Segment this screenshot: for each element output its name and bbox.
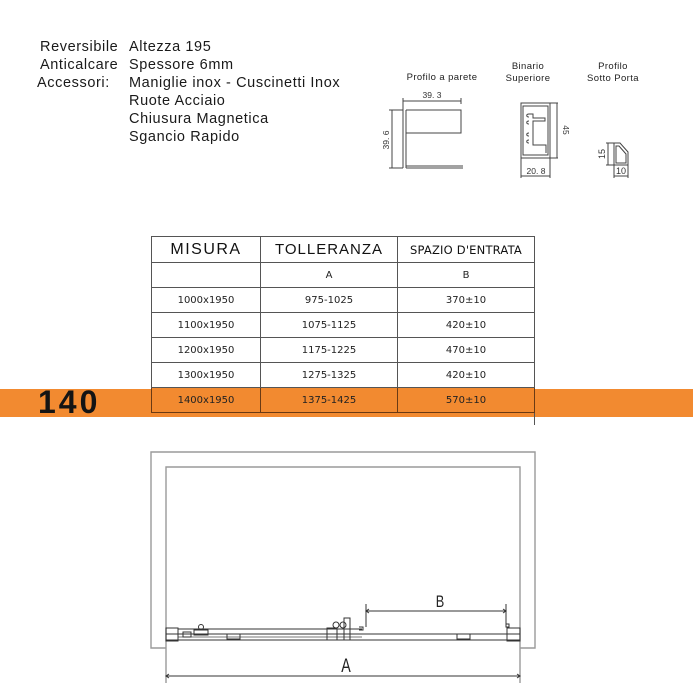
cell-spazio: 420±10 [398,313,535,338]
spec-value: Altezza 195 [129,39,212,55]
dimension-b-label: B [435,592,445,612]
spec-key: Anticalcare [40,57,119,73]
cell-tolleranza: 975-1025 [261,288,398,313]
cell-tolleranza: 1075-1125 [261,313,398,338]
dimension-a-label: A [341,655,351,677]
dim-10: 10 [615,166,627,176]
accessory-item: Ruote Acciaio [129,93,226,109]
header-tolleranza: TOLLERANZA [261,237,398,263]
dim-39-3: 39. 3 [422,90,442,100]
header-misura: MISURA [152,237,261,263]
cell-tolleranza: 1375-1425 [261,388,398,413]
cell-spazio: 470±10 [398,338,535,363]
dim-45: 45 [561,125,571,135]
spec-value: Spessore 6mm [129,57,234,73]
label-line: Profilo [598,61,628,72]
spec-key: Accessori: [37,75,110,91]
cell-misura: 1200x1950 [152,338,261,363]
cell-misura: 1300x1950 [152,363,261,388]
cell-spazio: 370±10 [398,288,535,313]
cell-misura: 1000x1950 [152,288,261,313]
cell-spazio: 420±10 [398,363,535,388]
cell-spazio: 570±10 [398,388,535,413]
cell-tolleranza: 1275-1325 [261,363,398,388]
cell-misura: 1100x1950 [152,313,261,338]
spec-key: Reversibile [40,39,119,55]
accessory-item: Chiusura Magnetica [129,111,269,127]
cell-misura: 1400x1950 [152,388,261,413]
header-spazio-entrata: SPAZIO D'ENTRATA [398,237,535,263]
subheader-cell: A [261,263,398,288]
label-line: Sotto Porta [587,73,639,84]
label-line: Binario [511,61,545,72]
label-line: Superiore [505,73,551,84]
cell-tolleranza: 1175-1225 [261,338,398,363]
accessory-item: Sgancio Rapido [129,129,240,145]
door-frame [151,452,535,683]
highlight-number: 140 [38,384,101,420]
door-track [166,618,520,641]
spec-value: Maniglie inox - Cuscinetti Inox [129,75,341,91]
dim-15: 15 [597,148,607,160]
dim-20-8: 20. 8 [526,166,546,176]
subheader-cell: B [398,263,535,288]
dim-39-6: 39. 6 [381,130,391,150]
label-line: Profilo a parete [406,72,478,83]
